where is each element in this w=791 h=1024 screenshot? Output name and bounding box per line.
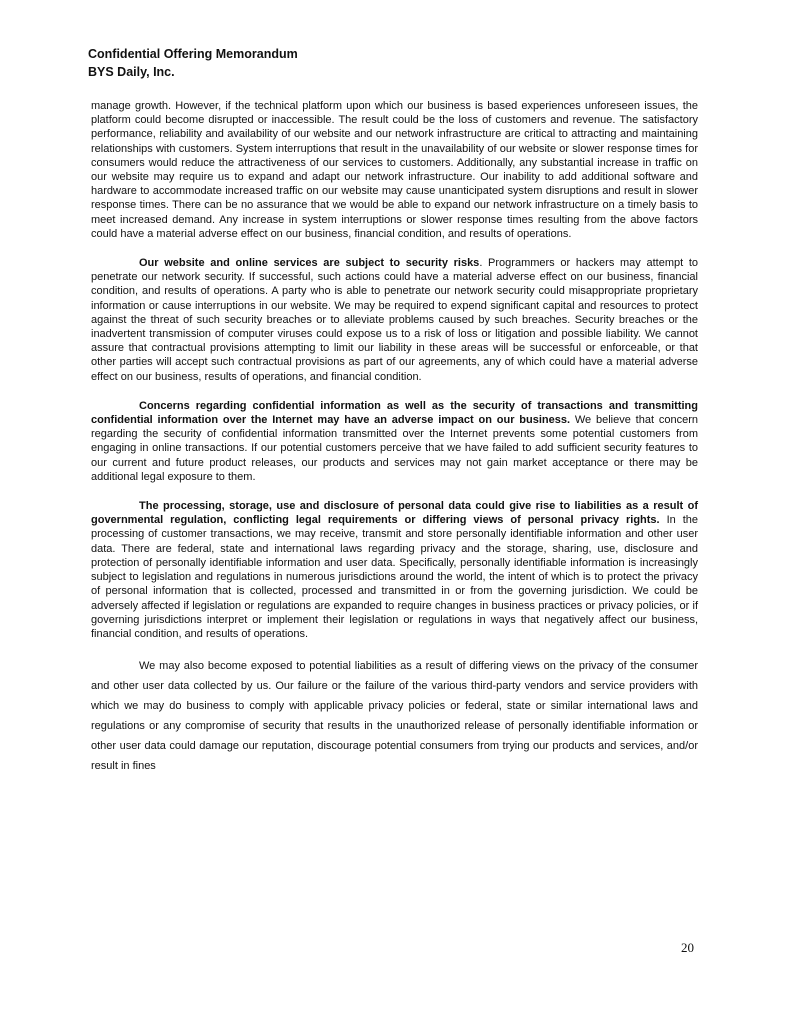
header-title: Confidential Offering Memorandum <box>88 47 298 61</box>
header-company: BYS Daily, Inc. <box>88 65 175 79</box>
paragraph-text: In the processing of customer transactions, we may receive, transmit and store personally identifiable information and other user data. There are federal, state and international laws regarding privacy and the storage, sharing, use, disclosure and protection of personally identifiable information and user data. Specifically, personally identifiable information is increasingly subject to legislation and regulations in numerous jurisdictions around the world, the intent of which is to protect the privacy of personal information that is collected, processed and transmitted in or from the governing jurisdiction. We could be adversely affected if legislation or regulations are expanded to require changes in business practices or privacy policies, or if governing jurisdictions interpret or implement their legislation or regulations in ways that negatively affect our business, financial condition, and results of operations. <box>91 514 698 640</box>
paragraph-privacy-liabilities <box>91 656 698 776</box>
paragraph-heading: Concerns regarding confidential information as well as the security of transactions and transmitting confidential information over the Internet may have an adverse impact on our business. <box>91 399 698 427</box>
paragraph-heading: The processing, storage, use and disclosure of personal data could give rise to liabilities as a result of governmental regulation, conflicting legal requirements or differing views of personal privacy rights. <box>91 500 698 527</box>
paragraph-heading: Our website and online services are subject to security risks <box>139 257 480 270</box>
paragraph-confidential-information <box>91 399 698 484</box>
page-number: 20 <box>681 940 694 955</box>
paragraph-security-risks <box>91 256 698 384</box>
paragraph-personal-data <box>91 499 698 641</box>
document-body <box>91 99 698 776</box>
paragraph-text: We may also become exposed to potential liabilities as a result of differing views on the privacy of the consumer and other user data collected by us. Our failure or the failure of the various third-party vendors and service providers with which we may do business to comply with applicable privacy policies or federal, state or similar international laws and regulations or any compromise of security that results in the unauthorized release of personally identifiable information or other user data could damage our reputation, discourage potential consumers from trying our products and services, and/or result in fines <box>91 660 698 773</box>
paragraph-continuation <box>91 99 698 241</box>
paragraph-text: . Programmers or hackers may attempt to penetrate our network security. If successful, such actions could have a material adverse effect on our business, financial condition, and results of operations. A party who is able to penetrate our network security could misappropriate proprietary information or cause interruptions in our website. We may be required to expend significant capital and resources to protect against the threat of such security breaches or to alleviate problems caused by such breaches. Security breaches or the inadvertent transmission of computer viruses could expose us to a risk of loss or litigation and possible liability. We cannot assure that contractual provisions attempting to limit our liability in these areas will be successful or enforceable, or that other parties will accept such contractual provisions as part of our agreements, any of which could have a material adverse effect on our business, results of operations, and financial condition. <box>91 257 699 383</box>
paragraph-text: manage growth. However, if the technical platform upon which our business is based experiences unforeseen issues, the platform could become disrupted or inaccessible. The result could be the loss of customers and revenue. The satisfactory performance, reliability and availability of our website and our network infrastructure are critical to attracting and maintaining relationships with customers. System interruptions that result in the unavailability of our website or slower response times for consumers would reduce the attractiveness of our services to customers. Additionally, any substantial increase in traffic on our website may require us to expand and adapt our network infrastructure. Our inability to add additional software and hardware to accommodate increased traffic on our website may cause unanticipated system disruptions and result in slower response times. There can be no assurance that we would be able to expand our network infrastructure on a timely basis to meet increased demand. Any increase in system interruptions or slower response times resulting from the above factors could have a material adverse effect on our business, financial condition, and results of operations. <box>91 100 698 240</box>
document-header <box>88 45 298 81</box>
paragraph-text: We believe that concern regarding the security of confidential information transmitted over the Internet prevents some potential customers from engaging in online transactions. If our potential customers perceive that we have failed to add sufficient security features to our current and future product releases, our products and services may not gain market acceptance or there may be additional legal exposure to them. <box>91 414 698 483</box>
